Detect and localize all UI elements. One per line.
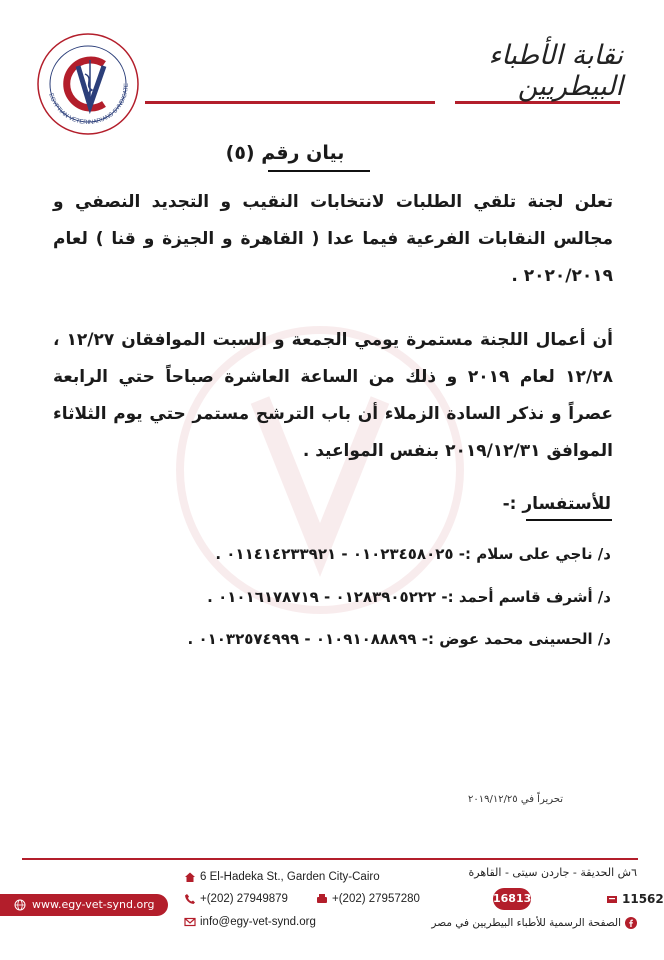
contact-line: د/ أشرف قاسم أحمد :- ٠١٢٨٣٩٠٥٢٢٢ - ٠١٠١٦١٧٨٧١٩ . bbox=[207, 588, 611, 606]
phone-1 bbox=[184, 893, 288, 905]
issue-date: تحريراً في ٢٠١٩/١٢/٢٥ bbox=[467, 794, 563, 805]
inquiry-underline bbox=[526, 519, 612, 521]
syndicate-logo bbox=[34, 30, 142, 138]
contact-line: د/ ناجي على سلام :- ٠١٠٢٣٤٥٨٠٢٥ - ٠١١٤١٤٢٣٣٩٢١ . bbox=[215, 545, 611, 563]
header-divider bbox=[145, 101, 435, 104]
address-ar: ٦ش الحديقة - جاردن سيتى - القاهرة bbox=[468, 866, 637, 879]
address-en bbox=[184, 871, 380, 883]
announcement-paragraph: تعلن لجنة تلقي الطلبات لانتخابات النقيب و التجديد النصفي و مجالس النقابات الفرعية فيما عدا ( القاهرة و الجيزة و قنا ) لعام ٢٠٢٠/٢٠١٩ . bbox=[53, 192, 613, 286]
phone-2 bbox=[316, 893, 420, 905]
po-box-text: 11562 bbox=[622, 892, 664, 906]
fax-icon bbox=[316, 893, 328, 905]
facebook-icon bbox=[625, 917, 637, 929]
address-en-text: 6 El-Hadeka St., Garden City-Cairo bbox=[200, 871, 380, 883]
home-icon bbox=[184, 871, 196, 883]
mail-icon bbox=[184, 916, 196, 928]
page-title: بيان رقم (٥) bbox=[225, 142, 345, 164]
title-underline bbox=[268, 170, 370, 172]
hotline-badge: 16813 bbox=[493, 888, 531, 910]
website-link[interactable] bbox=[0, 894, 168, 916]
email[interactable] bbox=[184, 916, 316, 928]
phone-2-text: +(202) 27957280 bbox=[332, 893, 420, 905]
email-text: info@egy-vet-synd.org bbox=[200, 916, 316, 928]
website-text: www.egy-vet-synd.org bbox=[32, 898, 155, 911]
contact-line: د/ الحسينى محمد عوض :- ٠١٠٩١٠٨٨٨٩٩ - ٠١٠٣٢٥٧٤٩٩٩ . bbox=[187, 630, 611, 648]
po-box bbox=[606, 892, 664, 906]
facebook-link[interactable] bbox=[431, 917, 637, 929]
schedule-paragraph: أن أعمال اللجنة مستمرة يومي الجمعة و السبت الموافقان ١٢/٢٧ ، ١٢/٢٨ لعام ٢٠١٩ و ذلك من الساعة العاشرة صباحاً حتي الرابعة عصراً و نذكر السادة الزملاء أن باب الترشح مستمر حتي يوم الثلاثاء الموافق ٢٠١٩/١٢/٣١ بنفس المواعيد . bbox=[53, 330, 613, 461]
facebook-text: الصفحة الرسمية للأطباء البيطريين في مصر bbox=[431, 917, 621, 929]
mailbox-icon bbox=[606, 893, 618, 905]
logo-text: EGYPTIAN VETERINARIANS SYNDICATE bbox=[47, 83, 131, 127]
footer-divider bbox=[22, 858, 638, 860]
globe-icon bbox=[14, 899, 26, 911]
phone-1-text: +(202) 27949879 bbox=[200, 893, 288, 905]
inquiry-label: للأستفسار :- bbox=[502, 494, 611, 514]
phone-icon bbox=[184, 893, 196, 905]
brand-title: نقابة الأطباء البيطريين bbox=[488, 40, 623, 102]
